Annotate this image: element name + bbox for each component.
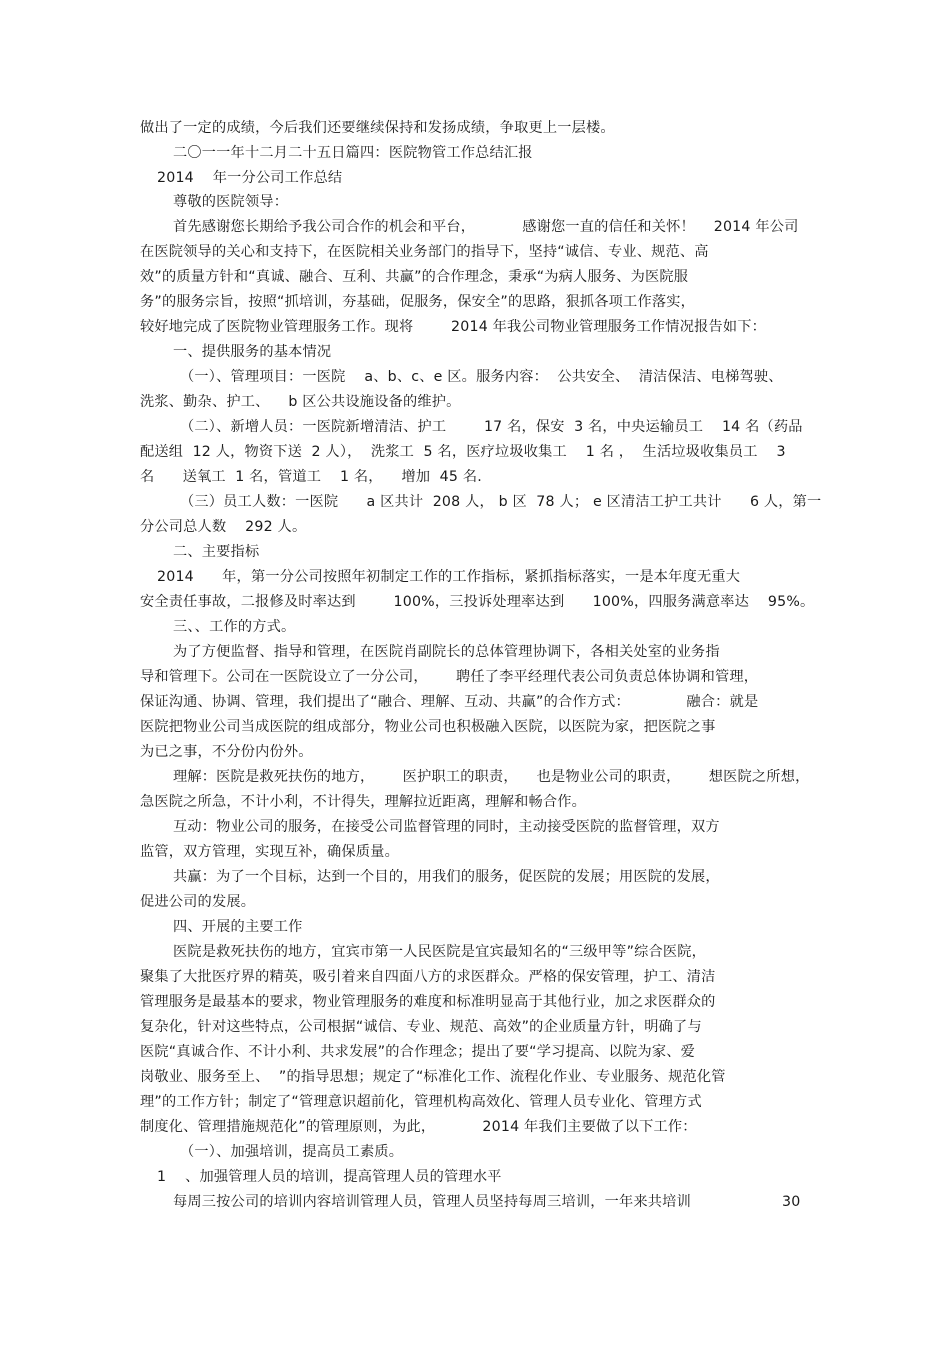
text-line: 在医院领导的关心和支持下，在医院相关业务部门的指导下，坚持“诚信、专业、规范、高 [140,244,709,260]
text-line: 配送组 12 人，物资下送 2 人）， 洗浆工 5 名，医疗垃圾收集工 1 名 ， 生活垃圾收集员工 3 [140,444,786,460]
text-line: 为了方便监督、指导和管理，在医院肖副院长的总体管理协调下，各相关处室的业务指 [173,644,720,660]
text-line: 聚集了大批医疗界的精英，吸引着来自四面八方的求医群众。严格的保安管理，护工、清洁 [140,969,716,985]
text-line: 2014 年一分公司工作总结 [157,170,343,186]
text-line: 安全责任事故，二报修及时率达到 100%，三投诉处理率达到 100%，四服务满意率达 95%。 [140,594,815,610]
text-line: （一）、加强培训，提高员工素质。 [180,1144,404,1160]
text-line: 效”的质量方针和“真诚、融合、互利、共赢”的合作理念，秉承“为病人服务、为医院服 [140,269,689,285]
text-line: 岗敬业、服务至上、 ”的指导思想；规定了“标准化工作、流程化作业、专业服务、规范化管 [140,1069,726,1085]
text-line: 促进公司的发展。 [140,894,256,910]
text-line: 尊敬的医院领导： [173,194,289,210]
text-line: 医院“真诚合作、不计小利、共求发展”的合作理念；提出了要“学习提高、以院为家、爱 [140,1044,695,1060]
text-line: （二）、新增人员：一医院新增清洁、护工 17 名，保安 3 名，中央运输员工 14 名（药品 [180,419,803,435]
text-line: 制度化、管理措施规范化”的管理原则，为此， 2014 年我们主要做了以下工作： [140,1119,697,1135]
text-line: 监管，双方管理，实现互补，确保质量。 [140,844,399,860]
text-line: 二〇一一年十二月二十五日篇四：医院物管工作总结汇报 [173,145,533,161]
text-line: 首先感谢您长期给予我公司合作的机会和平台， 感谢您一直的信任和关怀！ 2014 年公司 [173,219,799,235]
text-line: 洗浆、勤杂、护工、 b 区公共设施设备的维护。 [140,394,461,410]
text-line: 理解：医院是救死扶伤的地方， 医护职工的职责， 也是物业公司的职责， 想医院之所想， [173,769,810,785]
text-line: 急医院之所急，不计小利，不计得失，理解拉近距离，理解和畅合作。 [140,794,587,810]
text-line: 互动：物业公司的服务，在接受公司监督管理的同时，主动接受医院的监督管理，双方 [173,819,720,835]
text-line: 医院是救死扶伤的地方，宜宾市第一人民医院是宜宾最知名的“三级甲等”综合医院， [173,944,707,960]
text-line: 1 、加强管理人员的培训，提高管理人员的管理水平 [157,1169,502,1185]
text-line: 理”的工作方针；制定了“管理意识超前化，管理机构高效化、管理人员专业化、管理方式 [140,1094,702,1110]
text-line: （一）、管理项目：一医院 a、b、c、e 区。服务内容： 公共安全、 清洁保洁、电梯驾驶、 [180,369,783,385]
text-line: 导和管理下。公司在一医院设立了一分公司， 聘任了李平经理代表公司负责总体协调和管理， [140,669,759,685]
text-line: 四、开展的主要工作 [173,919,303,935]
text-line: 保证沟通、协调、管理，我们提出了“融合、理解、互动、共赢”的合作方式： 融合：就是 [140,694,759,710]
text-line: 二、主要指标 [173,544,260,560]
text-line: 管理服务是最基本的要求，物业管理服务的难度和标准明显高于其他行业，加之求医群众的 [140,994,716,1010]
text-line: 做出了一定的成绩，今后我们还要继续保持和发扬成绩，争取更上一层楼。 [140,120,615,136]
text-line: 每周三按公司的培训内容培训管理人员，管理人员坚持每周三培训，一年来共培训 [173,1194,691,1210]
text-line: （三）员工人数：一医院 a 区共计 208 人， b 区 78 人； e 区清洁工护工共计 6 人，第一 [180,494,822,510]
text-line: 30 [782,1194,801,1210]
text-line: 2014 年，第一分公司按照年初制定工作的工作指标，紧抓指标落实，一是本年度无重大 [157,569,741,585]
text-line: 三、、工作的方式。 [173,619,296,635]
text-line: 分公司总人数 292 人。 [140,519,307,535]
text-line: 共赢：为了一个目标，达到一个目的，用我们的服务，促医院的发展；用医院的发展， [173,869,720,885]
text-line: 较好地完成了医院物业管理服务工作。现将 2014 年我公司物业管理服务工作情况报告如下： [140,319,767,335]
text-line: 务”的服务宗旨，按照“抓培训，夯基础，促服务，保安全”的思路，狠抓各项工作落实， [140,294,695,310]
text-line: 为已之事，不分份内份外。 [140,744,313,760]
text-line: 名 送氧工 1 名，管道工 1 名， 增加 45 名. [140,469,482,485]
text-line: 复杂化，针对这些特点，公司根据“诚信、专业、规范、高效”的企业质量方针，明确了与 [140,1019,702,1035]
text-line: 医院把物业公司当成医院的组成部分，物业公司也积极融入医院，以医院为家，把医院之事 [140,719,716,735]
text-line: 一、提供服务的基本情况 [173,344,332,360]
